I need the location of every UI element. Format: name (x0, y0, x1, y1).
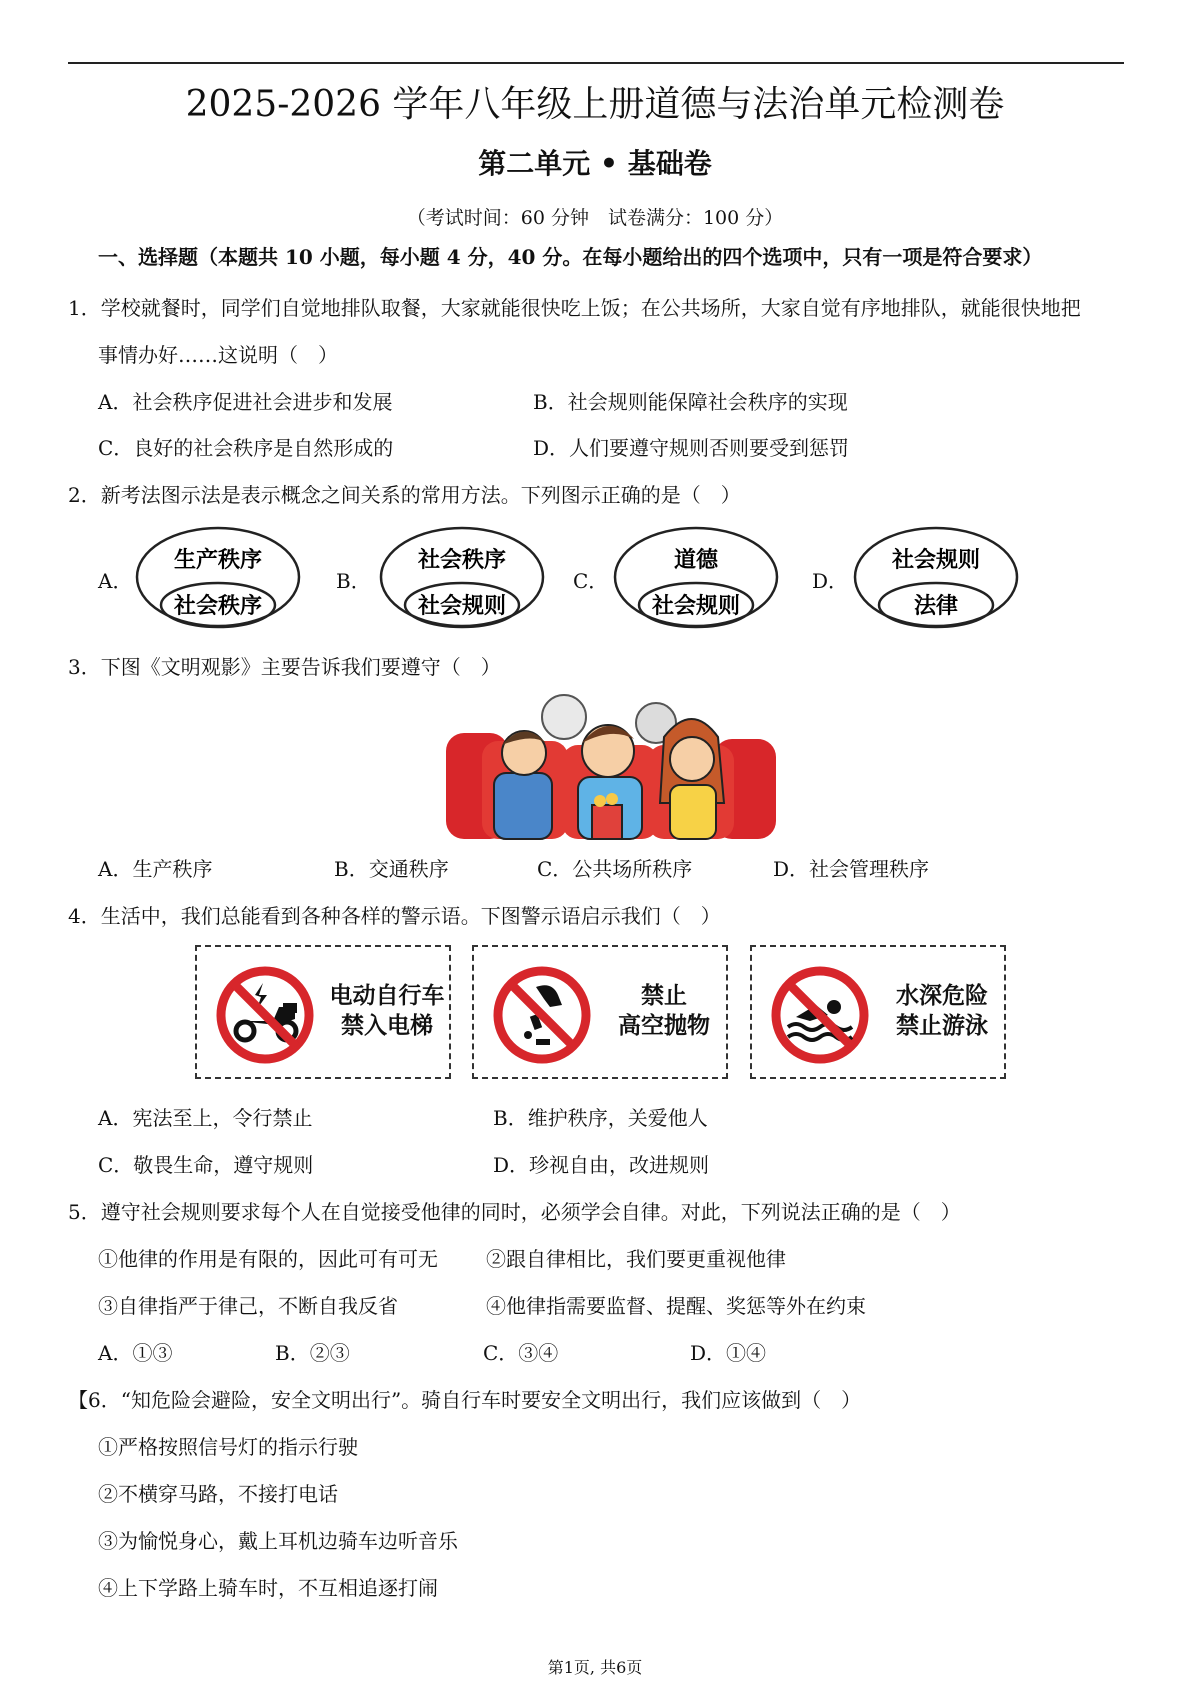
warning-sign-ebike (195, 945, 451, 1079)
q2-a-inner-text: 社会秩序 (173, 594, 263, 619)
q2-b-inner-text: 社会规则 (417, 594, 507, 619)
q2-d-inner-text: 法律 (913, 594, 959, 619)
q6-statement-1: ①严格按照信号灯的指示行驶 (98, 1435, 358, 1459)
q5-option-d: D．①④ (690, 1341, 767, 1365)
q4-option-c: C．敬畏生命，遵守规则 (98, 1153, 314, 1177)
q4-option-a: A．宪法至上，令行禁止 (98, 1106, 313, 1130)
sign2-line1: 禁止 (641, 983, 687, 1009)
exam-info: （考试时间：60 分钟 试卷满分：100 分） (406, 207, 784, 229)
q5-statement-1: ①他律的作用是有限的，因此可有可无 (98, 1247, 438, 1271)
q3-stem: 3．下图《文明观影》主要告诉我们要遵守（ ） (68, 655, 501, 679)
q2-diagram-d (852, 525, 1020, 630)
top-rule (68, 62, 1124, 64)
sign2-line2: 高空抛物 (618, 1013, 710, 1039)
q4-stem: 4．生活中，我们总能看到各种各样的警示语。下图警示语启示我们（ ） (68, 904, 721, 928)
q2-c-outer-text: 道德 (673, 548, 719, 573)
q5-statement-2: ②跟自律相比，我们要更重视他律 (486, 1247, 786, 1271)
q1-stem-line1: 1．学校就餐时，同学们自觉地排队取餐，大家就能很快吃上饭；在公共场所，大家自觉有序地排队，就能很快地把 (68, 296, 1081, 320)
no-ebike-icon (215, 965, 315, 1065)
q2-d-outer-text: 社会规则 (891, 548, 981, 573)
q1-stem-line2: 事情办好……这说明（ ） (98, 343, 338, 367)
warning-sign-swimming (750, 945, 1006, 1079)
q2-diagram-b-label: B． (336, 569, 371, 593)
q3-option-a: A．生产秩序 (98, 857, 213, 881)
q2-diagram-a-label: A． (98, 569, 133, 593)
q2-c-inner-text: 社会规则 (651, 594, 741, 619)
q2-b-outer-text: 社会秩序 (417, 548, 507, 573)
q5-statement-4: ④他律指需要监督、提醒、奖惩等外在约束 (486, 1294, 866, 1318)
q4-option-d: D．珍视自由，改进规则 (493, 1153, 710, 1177)
q6-stem: 【6．“知危险会避险，安全文明出行”。骑自行车时要安全文明出行，我们应该做到（ ） (68, 1388, 862, 1412)
q3-option-b: B．交通秩序 (334, 857, 449, 881)
q6-statement-4: ④上下学路上骑车时，不互相追逐打闹 (98, 1576, 438, 1600)
q5-option-a: A．①③ (98, 1341, 173, 1365)
q2-diagram-c (612, 525, 780, 630)
exam-subtitle: 第二单元 • 基础卷 (478, 147, 712, 180)
cinema-cartoon-image (442, 693, 780, 841)
warning-sign-throwing (472, 945, 728, 1079)
q2-diagram-b (378, 525, 546, 630)
q6-statement-2: ②不横穿马路，不接打电话 (98, 1482, 338, 1506)
q3-option-d: D．社会管理秩序 (773, 857, 930, 881)
sign1-line1: 电动自行车 (329, 983, 445, 1009)
q1-option-b: B．社会规则能保障社会秩序的实现 (533, 390, 848, 414)
sign3-line2: 禁止游泳 (896, 1013, 988, 1039)
q1-option-c: C．良好的社会秩序是自然形成的 (98, 436, 394, 460)
q2-diagram-d-label: D． (812, 569, 849, 593)
q5-option-b: B．②③ (275, 1341, 350, 1365)
q2-diagram-c-label: C． (573, 569, 609, 593)
q2-diagram-a (134, 525, 302, 630)
q3-option-c: C．公共场所秩序 (537, 857, 693, 881)
q5-option-c: C．③④ (483, 1341, 559, 1365)
sign3-line1: 水深危险 (896, 983, 988, 1009)
q1-option-a: A．社会秩序促进社会进步和发展 (98, 390, 393, 414)
sign1-line2: 禁入电梯 (341, 1013, 433, 1039)
q2-a-outer-text: 生产秩序 (173, 548, 263, 573)
q6-statement-3: ③为愉悦身心，戴上耳机边骑车边听音乐 (98, 1529, 458, 1553)
q2-stem: 2．新考法图示法是表示概念之间关系的常用方法。下列图示正确的是（ ） (68, 483, 741, 507)
page-footer: 第1页, 共6页 (547, 1658, 643, 1677)
q5-stem: 5．遵守社会规则要求每个人在自觉接受他律的同时，必须学会自律。对此，下列说法正确的是（ ） (68, 1200, 961, 1224)
q5-statement-3: ③自律指严于律己，不断自我反省 (98, 1294, 398, 1318)
no-throwing-icon (492, 965, 592, 1065)
q4-option-b: B．维护秩序，关爱他人 (493, 1106, 708, 1130)
section-heading: 一、选择题（本题共 10 小题，每小题 4 分，40 分。在每小题给出的四个选项中，只有一项是符合要求） (98, 245, 1043, 269)
q1-option-d: D．人们要遵守规则否则要受到惩罚 (533, 436, 850, 460)
no-swimming-icon (770, 965, 870, 1065)
exam-title: 2025-2026 学年八年级上册道德与法治单元检测卷 (185, 84, 1005, 125)
